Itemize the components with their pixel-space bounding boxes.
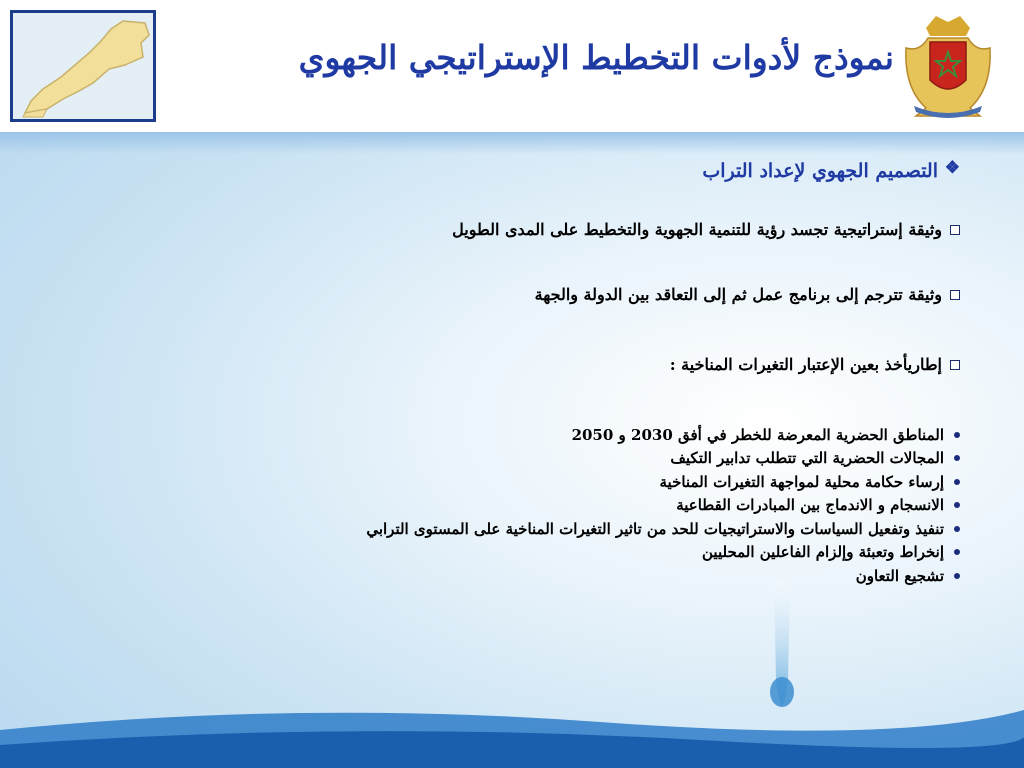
square-item-text: وثيقة إستراتيجية تجسد رؤية للتنمية الجهوية والتخطيط على المدى الطويل bbox=[452, 220, 942, 239]
list-item bbox=[366, 517, 960, 541]
list-item bbox=[366, 470, 960, 494]
dot-bullet-icon bbox=[954, 549, 960, 555]
dot-bullet-icon bbox=[954, 526, 960, 532]
list-item-text: إرساء حكامة محلية لمواجهة التغيرات المناخية bbox=[659, 472, 944, 491]
square-item-text: إطاريأخذ بعين الإعتبار التغيرات المناخية : bbox=[669, 355, 942, 374]
square-item-text: وثيقة تترجم إلى برنامج عمل ثم إلى التعاقد بين الدولة والجهة bbox=[534, 285, 942, 304]
list-item-text: تنفيذ وتفعيل السياسات والاستراتيجيات للحد من تاثير التغيرات المناخية على المستوى الترابي bbox=[366, 519, 944, 538]
list-item bbox=[366, 494, 960, 518]
square-list-item bbox=[535, 285, 960, 304]
dot-bullet-icon bbox=[954, 432, 960, 438]
dot-bullet-icon bbox=[954, 479, 960, 485]
square-list-item bbox=[670, 355, 960, 374]
list-item bbox=[366, 564, 960, 588]
list-item bbox=[366, 447, 960, 471]
section-heading-text: التصميم الجهوي لإعداد التراب bbox=[702, 160, 938, 182]
list-item bbox=[366, 423, 960, 447]
list-item-text: الانسجام و الاندماج بين المبادرات القطاعية bbox=[676, 496, 944, 515]
dot-bullet-icon bbox=[954, 455, 960, 461]
header-shadow bbox=[0, 132, 1024, 154]
coat-of-arms-icon bbox=[896, 8, 1000, 122]
list-item bbox=[366, 541, 960, 565]
page-title: نموذج لأدوات التخطيط الإستراتيجي الجهوي bbox=[298, 38, 894, 77]
square-bullet-icon bbox=[950, 360, 960, 370]
morocco-map-icon bbox=[10, 10, 156, 122]
dot-bullet-icon bbox=[954, 573, 960, 579]
list-item-text: إنخراط وتعبئة وإلزام الفاعلين المحليين bbox=[702, 543, 944, 562]
list-item-text: المجالات الحضرية التي تتطلب تدابير التكيف bbox=[670, 449, 944, 468]
list-item-text: تشجيع التعاون bbox=[855, 566, 944, 585]
list-item-text: المناطق الحضرية المعرضة للخطر في أفق 2030 و 2050 bbox=[571, 425, 944, 444]
dot-bullet-icon bbox=[954, 502, 960, 508]
diamond-bullet-icon bbox=[946, 164, 960, 178]
square-bullet-icon bbox=[950, 290, 960, 300]
bullet-list bbox=[366, 423, 960, 588]
square-list-item bbox=[452, 220, 960, 239]
square-bullet-icon bbox=[950, 225, 960, 235]
bottom-wave-decoration bbox=[0, 700, 1024, 768]
section-heading bbox=[702, 160, 960, 182]
